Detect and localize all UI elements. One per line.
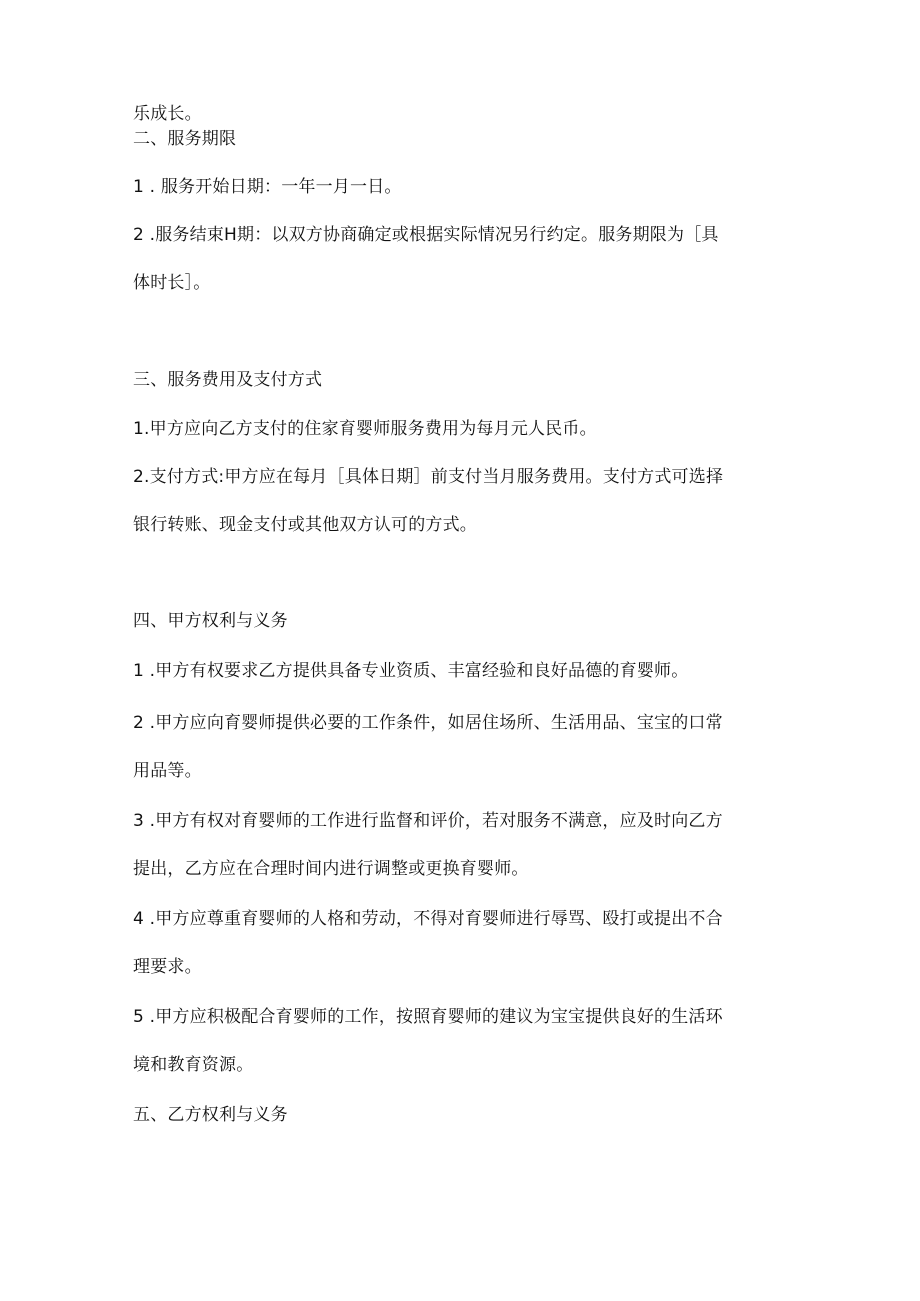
clause-3-2: 2.支付方式:甲方应在每月［具体日期］前支付当月服务费用。支付方式可选择	[133, 467, 724, 487]
clause-4-5: 5 .甲方应积极配合育婴师的工作，按照育婴师的建议为宝宝提供良好的生活环	[133, 1007, 723, 1027]
clause-4-5-continued: 境和教育资源。	[133, 1055, 254, 1075]
clause-4-2: 2 .甲方应向育婴师提供必要的工作条件，如居住场所、生活用品、宝宝的口常	[133, 713, 723, 733]
clause-2-2-continued: 体时长］。	[133, 273, 211, 293]
section-heading-party-a-rights: 四、甲方权利与义务	[133, 611, 288, 631]
clause-4-4-continued: 理要求。	[133, 957, 202, 977]
section-heading-fees-payment: 三、服务费用及支付方式	[133, 370, 323, 390]
clause-4-4: 4 .甲方应尊重育婴师的人格和劳动，不得对育婴师进行辱骂、殴打或提出不合	[133, 909, 723, 929]
clause-3-1: 1.甲方应向乙方支付的住家育婴师服务费用为每月元人民币。	[133, 419, 597, 439]
clause-4-2-continued: 用品等。	[133, 761, 202, 781]
clause-4-3: 3 .甲方有权对育婴师的工作进行监督和评价，若对服务不满意，应及时向乙方	[133, 811, 723, 831]
section-heading-service-period: 二、服务期限	[133, 129, 237, 149]
text-line-continuation: 乐成长。	[133, 104, 202, 124]
clause-2-1: 1 . 服务开始日期：一年一月一日。	[133, 177, 402, 197]
clause-4-1: 1 .甲方有权要求乙方提供具备专业资质、丰富经验和良好品德的育婴师。	[133, 661, 689, 681]
section-heading-party-b-rights: 五、乙方权利与义务	[133, 1105, 288, 1125]
clause-3-2-continued: 银行转账、现金支付或其他双方认可的方式。	[133, 515, 477, 535]
clause-4-3-continued: 提出，乙方应在合理时间内进行调整或更换育婴师。	[133, 859, 529, 879]
clause-2-2: 2 .服务结束H期：以双方协商确定或根据实际情况另行约定。服务期限为［具	[133, 225, 719, 245]
